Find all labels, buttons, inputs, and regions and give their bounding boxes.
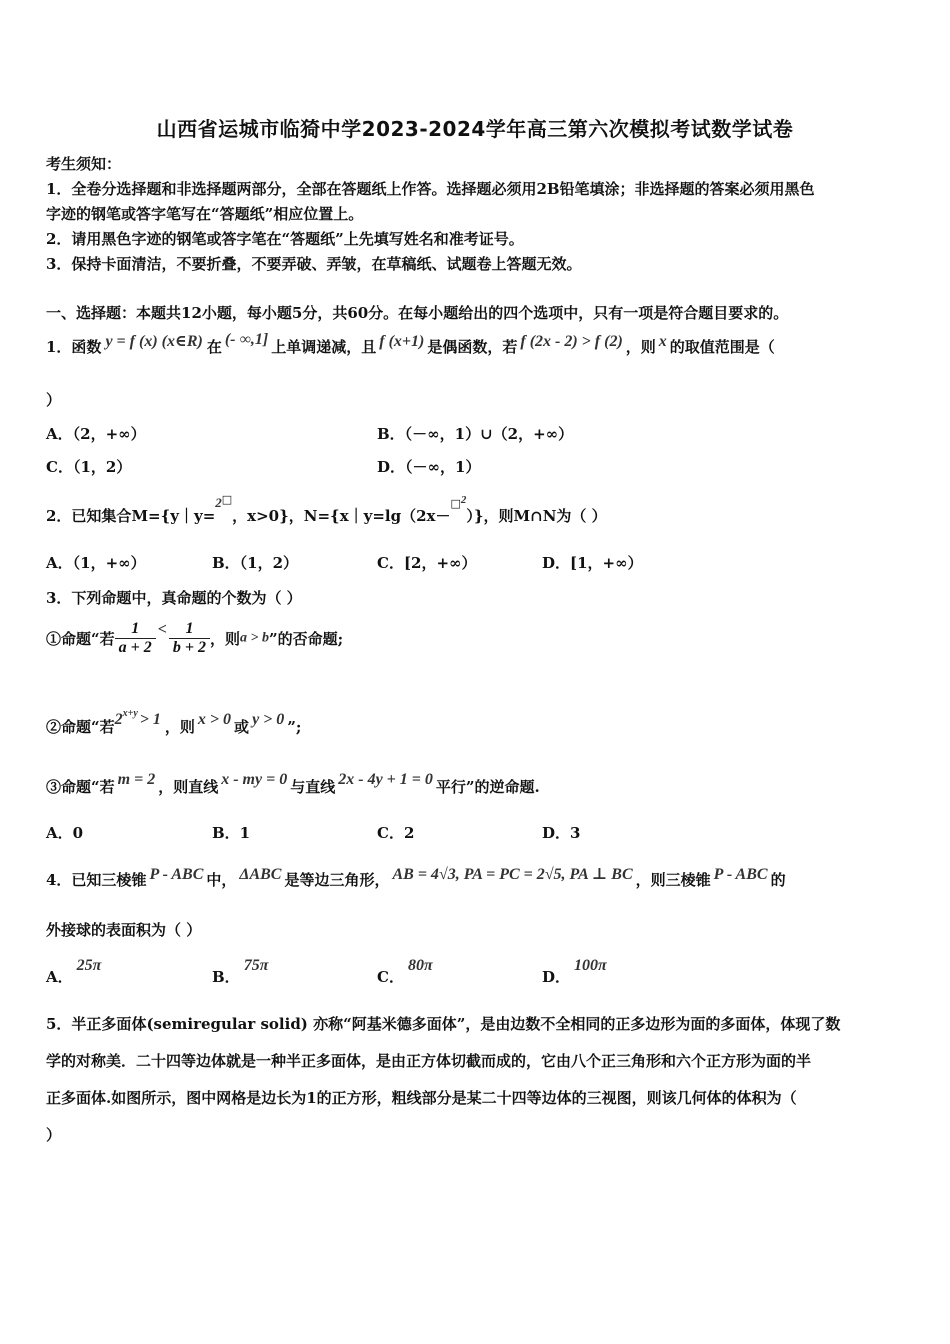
math-expression: AB = 4√3, PA = PC = 2√5, PA ⊥ BC xyxy=(392,866,633,883)
math-expression: 2 xyxy=(460,494,467,506)
math-expression: f (x+1) xyxy=(379,333,425,350)
option-a: A．（2，+∞） xyxy=(46,425,146,443)
math-expression: y > 0 xyxy=(252,711,285,728)
missing-glyph: □ xyxy=(450,497,461,510)
option-a: A．25π xyxy=(46,957,102,986)
option-c: C．[2，+∞） xyxy=(377,554,477,572)
option-d: D．100π xyxy=(542,957,607,986)
page-title: 山西省运城市临猗中学2023-2024学年高三第六次模拟考试数学试卷 xyxy=(156,117,794,141)
option-c: C．80π xyxy=(377,957,433,986)
question-5-line: 学的对称美．二十四等边体就是一种半正多面体，是由正方体切截而成的，它由八个正三角形和六个正方形为面的半 xyxy=(46,1052,812,1070)
option-c: C．2 xyxy=(377,824,415,842)
question-2-stem: 2．已知集合M={y｜y=2□，x>0}，N={x｜y=lg（2x－$^{□2}$）}，则M∩N为（ ） xyxy=(46,493,607,525)
fraction: $\frac{1}{b + 2}$ xyxy=(169,620,210,657)
statement-1: ①命题“若 $\frac{1}{a + 2}$ < $\frac{1}{b + 2}$ ，则a > b”的否命题; xyxy=(46,620,344,656)
fraction: $\frac{1}{a + 2}$ xyxy=(115,620,156,657)
notice-line: 1．全卷分选择题和非选择题两部分，全部在答题纸上作答。选择题必须用2B铅笔填涂；非选择题的答案必须用黑色 xyxy=(46,180,815,198)
statement-3: ③命题“若 m = 2 ，则直线 x - my = 0 与直线 2x - 4y + 1 = 0 平行”的逆命题. xyxy=(46,771,540,796)
math-expression: 2 xyxy=(215,495,222,510)
notice-line: 字迹的钢笔或答字笔写在“答题纸”相应位置上。 xyxy=(46,205,364,223)
math-expression: 2x - 4y + 1 = 0 xyxy=(338,771,433,788)
math-expression: f (2x - 2) > f (2) xyxy=(520,333,623,350)
option-d: D．[1，+∞） xyxy=(542,554,643,572)
question-4-stem: 4．已知三棱锥 P - ABC 中， ΔABC 是等边三角形， AB = 4√3, PA = PC = 2√5, PA ⊥ BC ，则三棱锥 P - ABC 的 xyxy=(46,866,786,889)
math-expression: m = 2 xyxy=(117,771,156,788)
question-1-stem: 1．函数 y = f (x) (x∈R) 在 (- ∞,1] 上单调递减，且 f (x+1) 是偶函数，若 f (2x - 2) > f (2) ，则 x 的取值范围是（ xyxy=(46,331,775,356)
section-heading: 一、选择题：本题共12小题，每小题5分，共60分。在每小题给出的四个选项中，只有一项是符合题目要求的。 xyxy=(46,304,789,322)
statement-2: ②命题“若$2^{x+y} > 1$ ，则 x > 0 或 y > 0 ”; xyxy=(46,708,302,736)
missing-glyph: □ xyxy=(221,493,233,506)
question-5-line: 5．半正多面体(semiregular solid) 亦称“阿基米德多面体”，是由边数不全相同的正多边形为面的多面体，体现了数 xyxy=(46,1015,841,1033)
option-a: A．0 xyxy=(46,824,84,842)
option-a: A．（1，+∞） xyxy=(46,554,146,572)
question-3-stem: 3．下列命题中，真命题的个数为（ ） xyxy=(46,589,302,607)
math-expression: a > b xyxy=(240,630,270,646)
notice-heading: 考生须知： xyxy=(46,155,122,173)
option-b: B．1 xyxy=(212,824,251,842)
math-expression: x > 0 xyxy=(197,711,232,728)
math-expression: P - ABC xyxy=(713,866,768,883)
math-expression: (- ∞,1] xyxy=(224,331,269,348)
question-4-line2: 外接球的表面积为（ ） xyxy=(46,921,202,939)
math-expression: x xyxy=(658,333,667,350)
math-expression: ΔABC xyxy=(239,866,282,883)
option-c: C．（1，2） xyxy=(46,458,132,476)
option-b: B．（1，2） xyxy=(212,554,299,572)
option-b: B．（－∞，1）∪（2，+∞） xyxy=(377,425,574,443)
notice-line: 2．请用黑色字迹的钢笔或答字笔在“答题纸”上先填写姓名和准考证号。 xyxy=(46,230,524,248)
question-1-close: ） xyxy=(46,391,62,409)
math-expression: x - my = 0 xyxy=(221,771,288,788)
option-d: D．3 xyxy=(542,824,581,842)
question-5-line: 正多面体.如图所示，图中网格是边长为1的正方形，粗线部分是某二十四等边体的三视图，则该几何体的体积为（ xyxy=(46,1089,797,1107)
question-5-line: ） xyxy=(46,1126,62,1144)
math-expression: P - ABC xyxy=(149,866,204,883)
option-b: B．75π xyxy=(212,957,269,986)
notice-line: 3．保持卡面清洁，不要折叠，不要弄破、弄皱，在草稿纸、试题卷上答题无效。 xyxy=(46,255,582,273)
math-expression: y = f (x) (x∈R) xyxy=(105,333,203,350)
option-d: D．（－∞，1） xyxy=(377,458,481,476)
